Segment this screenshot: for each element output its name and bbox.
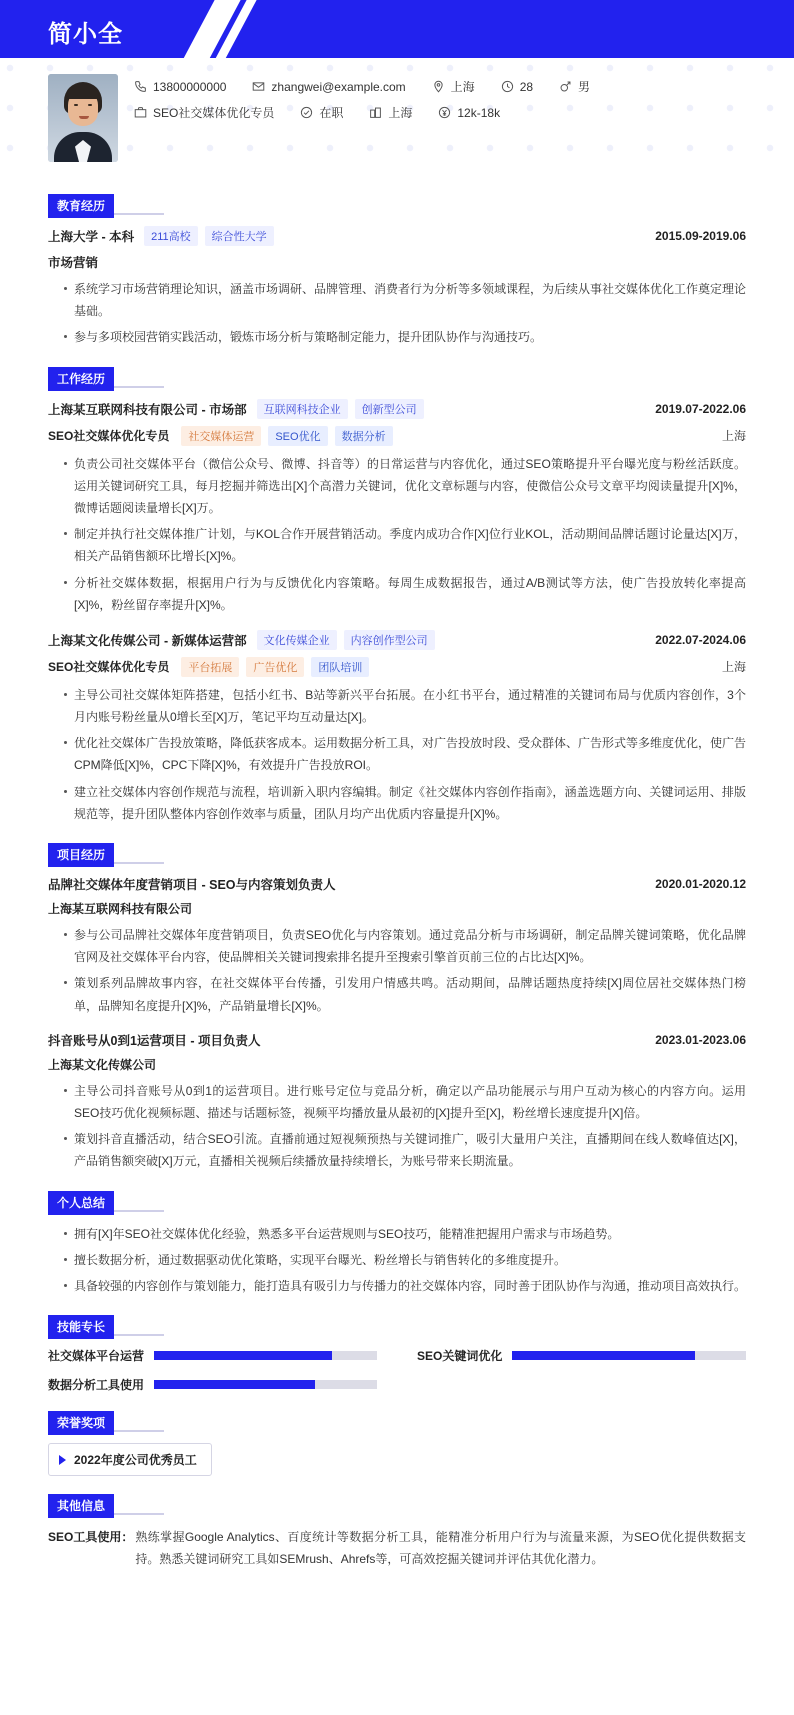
education-date: 2015.09-2019.06 [655, 229, 746, 243]
age-icon [501, 80, 514, 93]
work-role-tag: 社交媒体运营 [181, 426, 261, 446]
skill-name: 数据分析工具使用 [48, 1378, 145, 1393]
desired-city-value: 上海 [388, 106, 413, 120]
skill-bar-fill [512, 1351, 694, 1360]
work-tag: 创新型公司 [355, 399, 424, 419]
work-tag: 互联网科技企业 [257, 399, 348, 419]
section-title-education-label: 教育经历 [48, 194, 114, 218]
skill-bar-fill [154, 1351, 332, 1360]
play-triangle-icon [59, 1455, 66, 1465]
contact-email [252, 80, 405, 94]
project-company: 上海某互联网科技有限公司 [48, 902, 193, 916]
list-item: 拥有[X]年SEO社交媒体优化经验，熟悉多平台运营规则与SEO技巧，能精准把握用户需求与市场趋势。 [64, 1223, 746, 1245]
list-item: 参与公司品牌社交媒体年度营销项目，负责SEO优化与内容策划。通过竞品分析与市场调研，制定品牌关键词策略，优化品牌官网及社交媒体平台内容，使品牌相关关键词搜索排名提升至搜索引擎首页前三位的占比达[X]%。 [64, 924, 746, 968]
section-title-education [48, 194, 746, 214]
list-item: 主导公司抖音账号从0到1的运营项目。进行账号定位与竞品分析，确定以产品功能展示与用户互动为核心的内容方向。运用SEO技巧优化视频标题、描述与话题标签，视频平均播放量从最初的[X]提升至[X]，粉丝增长速度提升[X]倍。 [64, 1080, 746, 1124]
contact-location-value: 上海 [450, 80, 475, 94]
list-item: 建立社交媒体内容创作规范与流程，培训新入职内容编辑。制定《社交媒体内容创作指南》，涵盖选题方向、关键词运用、排版规范等，提升团队整体内容创作效率与质量，团队月均产出优质内容量提升[X]%。 [64, 781, 746, 825]
project-date: 2020.01-2020.12 [655, 877, 746, 891]
list-item: 分析社交媒体数据，根据用户行为与反馈优化内容策略。每周生成数据报告，通过A/B测试等方法，使广告投放转化率提高[X]%，粉丝留存率提升[X]%。 [64, 572, 746, 616]
gender-icon [559, 80, 572, 93]
skill-name: SEO关键词优化 [417, 1349, 503, 1364]
project-entry [48, 875, 746, 1017]
project-name: 抖音账号从0到1运营项目 - 项目负责人 [48, 1033, 261, 1048]
skill-item [48, 1347, 377, 1364]
work-bullets [48, 453, 746, 616]
section-title-work [48, 367, 746, 387]
honor-item [48, 1443, 212, 1476]
work-location: 上海 [721, 429, 746, 444]
section-title-skills-label: 技能专长 [48, 1315, 114, 1339]
briefcase-icon [134, 106, 147, 119]
list-item: 参与多项校园营销实践活动，锻炼市场分析与策略制定能力，提升团队协作与沟通技巧。 [64, 326, 746, 348]
desired-position [134, 104, 274, 121]
skill-bar [512, 1351, 746, 1360]
honor-label: 2022年度公司优秀员工 [74, 1453, 197, 1468]
summary-bullets [48, 1223, 746, 1298]
list-item: 具备较强的内容创作与策划能力，能打造具有吸引力与传播力的社交媒体内容，同时善于团队协作与沟通，推动项目高效执行。 [64, 1275, 746, 1297]
profile-block [0, 58, 794, 176]
work-role: SEO社交媒体优化专员 [48, 429, 170, 444]
project-name: 品牌社交媒体年度营销项目 - SEO与内容策划负责人 [48, 878, 336, 892]
skill-bar [154, 1351, 377, 1360]
work-tag: 内容创作型公司 [344, 630, 435, 650]
work-role-tag: 团队培训 [311, 657, 369, 677]
list-item: 主导公司社交媒体矩阵搭建，包括小红书、B站等新兴平台拓展。在小红书平台，通过精准的关键词布局与优质内容创作，3个月内账号粉丝量从0增长至[X]万，笔记平均互动量达[X]。 [64, 684, 746, 728]
list-item: 系统学习市场营销理论知识，涵盖市场调研、品牌管理、消费者行为分析等多领域课程，为后续从事社交媒体优化工作奠定理论基础。 [64, 278, 746, 322]
list-item: 擅长数据分析，通过数据驱动优化策略，实现平台曝光、粉丝增长与销售转化的多维度提升。 [64, 1249, 746, 1271]
contact-row-1 [134, 78, 746, 95]
section-education [0, 194, 794, 349]
section-title-skills [48, 1315, 746, 1335]
work-status [300, 104, 343, 121]
section-projects [0, 843, 794, 1173]
project-date: 2023.01-2023.06 [655, 1032, 746, 1047]
contact-email-value: zhangwei@example.com [271, 79, 406, 94]
resume-header [0, 0, 794, 58]
contact-info [134, 74, 746, 130]
education-tag: 211高校 [144, 226, 198, 246]
list-item: 制定并执行社交媒体推广计划，与KOL合作开展营销活动。季度内成功合作[X]位行业KOL，活动期间品牌话题讨论量达[X]万，相关产品销售额环比增长[X]%。 [64, 523, 746, 567]
salary-icon [438, 106, 451, 119]
list-item: 负责公司社交媒体平台（微信公众号、微博、抖音等）的日常运营与内容优化，通过SEO策略提升平台曝光度与粉丝活跃度。运用关键词研究工具，每月挖掘并筛选出[X]个高潜力关键词，优化文章标题与内容，使微信公众号文章平均阅读量提升[X]%，微博话题阅读量增长[X]万。 [64, 453, 746, 520]
section-other [0, 1494, 794, 1570]
candidate-name: 简小全 [48, 21, 123, 48]
work-bullets [48, 684, 746, 825]
list-item: 优化社交媒体广告投放策略，降低获客成本。运用数据分析工具，对广告投放时段、受众群体、广告形式等多维度优化，使广告CPM降低[X]%，CPC下降[X]%，有效提升广告投放ROI。 [64, 732, 746, 776]
work-company: 上海某互联网科技有限公司 - 市场部 [48, 402, 247, 417]
project-bullets [48, 1080, 746, 1173]
project-entry [48, 1031, 746, 1173]
desired-position-value: SEO社交媒体优化专员 [153, 106, 275, 120]
work-role-tag: SEO优化 [268, 426, 327, 446]
work-date: 2019.07-2022.06 [655, 401, 746, 416]
other-info-item [48, 1526, 746, 1570]
work-location: 上海 [721, 660, 746, 675]
city-icon [369, 106, 382, 119]
contact-gender [559, 78, 590, 95]
work-role-tag: 广告优化 [246, 657, 304, 677]
avatar [48, 74, 118, 162]
skill-bar [154, 1380, 377, 1389]
work-entry [48, 630, 746, 825]
project-company: 上海某文化传媒公司 [48, 1057, 157, 1072]
work-date: 2022.07-2024.06 [655, 632, 746, 647]
skill-name: 社交媒体平台运营 [48, 1349, 145, 1364]
contact-phone-value: 13800000000 [153, 79, 227, 94]
contact-age [501, 80, 533, 94]
skill-bar-fill [154, 1380, 315, 1389]
section-title-honors [48, 1411, 746, 1431]
education-major: 市场营销 [48, 256, 99, 270]
contact-gender-value: 男 [578, 80, 591, 94]
skill-item [417, 1347, 746, 1364]
mail-icon [252, 80, 265, 93]
contact-age-value: 28 [519, 79, 534, 94]
education-entry [48, 226, 746, 349]
work-status-value: 在职 [319, 106, 344, 120]
section-title-summary [48, 1191, 746, 1211]
desired-city [369, 104, 412, 121]
education-school: 上海大学 - 本科 [48, 230, 135, 244]
section-title-summary-label: 个人总结 [48, 1191, 114, 1215]
work-role: SEO社交媒体优化专员 [48, 660, 170, 675]
section-title-work-label: 工作经历 [48, 367, 114, 391]
section-summary [0, 1191, 794, 1298]
education-bullets [48, 278, 746, 349]
work-role-tag: 平台拓展 [181, 657, 239, 677]
section-skills [0, 1315, 794, 1393]
other-info-text: 熟练掌握Google Analytics、百度统计等数据分析工具，能精准分析用户行为与流量来源，为SEO优化提供数据支持。熟悉关键词研究工具如SEMrush、Ahrefs等，可高效挖掘关键词并评估其优化潜力。 [135, 1530, 746, 1567]
section-honors [0, 1411, 794, 1476]
section-work [0, 367, 794, 825]
phone-icon [134, 80, 147, 93]
contact-phone [134, 80, 226, 94]
education-tag: 综合性大学 [205, 226, 274, 246]
list-item: 策划抖音直播活动，结合SEO引流。直播前通过短视频预热与关键词推广，吸引大量用户关注，直播期间在线人数峰值达[X]，产品销售额突破[X]万元，直播相关视频后续播放量持续增长，为账号带来长期流量。 [64, 1128, 746, 1172]
list-item: 策划系列品牌故事内容，在社交媒体平台传播，引发用户情感共鸣。活动期间，品牌话题热度持续[X]周位居社交媒体热门榜单，品牌知名度提升[X]%，产品销量增长[X]%。 [64, 972, 746, 1016]
section-title-other [48, 1494, 746, 1514]
skills-grid [48, 1347, 746, 1393]
contact-row-2 [134, 104, 746, 121]
location-icon [432, 80, 445, 93]
work-role-tag: 数据分析 [335, 426, 393, 446]
work-company: 上海某文化传媒公司 - 新媒体运营部 [48, 633, 247, 648]
project-bullets [48, 924, 746, 1017]
section-title-other-label: 其他信息 [48, 1494, 114, 1518]
section-title-projects-label: 项目经历 [48, 843, 114, 867]
other-info-label: SEO工具使用： [48, 1530, 134, 1545]
skill-item [48, 1376, 377, 1393]
desired-salary [438, 106, 500, 120]
work-tag: 文化传媒企业 [257, 630, 337, 650]
status-icon [300, 106, 313, 119]
desired-salary-value: 12k-18k [457, 105, 501, 120]
contact-location [432, 78, 475, 95]
section-title-honors-label: 荣誉奖项 [48, 1411, 114, 1435]
section-title-projects [48, 843, 746, 863]
work-entry [48, 399, 746, 616]
